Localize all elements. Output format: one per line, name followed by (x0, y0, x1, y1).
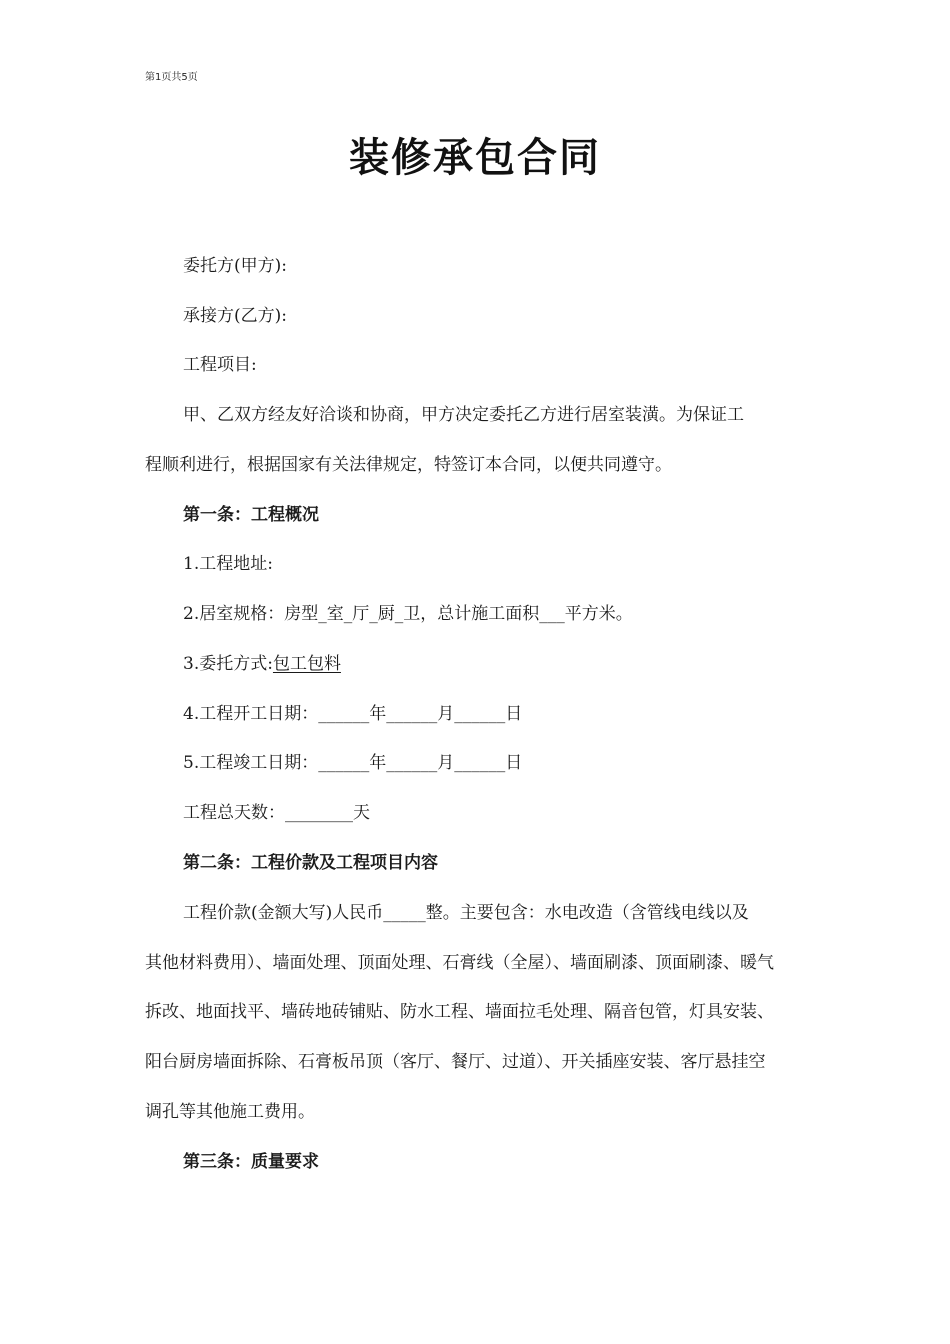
method-value: 包工包料 (272, 654, 341, 674)
method-label: 3.委托方式: (183, 654, 273, 674)
article-2-line-2: 其他材料费用）、墙面处理、顶面处理、石膏线（全屋）、墙面刷漆、顶面刷漆、暖气 (145, 953, 774, 973)
article-2-line-4: 阳台厨房墙面拆除、石膏板吊顶（客厅、餐厅、过道）、开关插座安装、客厅悬挂空 (145, 1052, 766, 1072)
project-line: 工程项目: (183, 355, 257, 375)
article-1-heading: 第一条：工程概况 (183, 505, 319, 525)
article-1-start-date: 4.工程开工日期：______年______月______日 (183, 704, 523, 724)
preamble-line-1: 甲、乙双方经友好洽谈和协商，甲方决定委托乙方进行居室装潢。为保证工 (183, 405, 744, 425)
article-1-method (183, 652, 341, 676)
article-2-heading: 第二条：工程价款及工程项目内容 (183, 853, 438, 873)
article-1-spec: 2.居室规格：房型_室_厅_厨_卫，总计施工面积___平方米。 (183, 604, 633, 624)
article-3-heading: 第三条：质量要求 (183, 1152, 319, 1172)
document-title: 装修承包合同 (349, 134, 601, 181)
article-2-line-3: 拆改、地面找平、墙砖地砖铺贴、防水工程、墙面拉毛处理、隔音包管，灯具安装、 (145, 1002, 774, 1022)
preamble-line-2: 程顺利进行，根据国家有关法律规定，特签订本合同，以便共同遵守。 (145, 455, 672, 475)
page-number-header: 第1页共5页 (145, 72, 198, 83)
party-b-line: 承接方(乙方): (183, 306, 287, 326)
article-1-total-days: 工程总天数：________天 (183, 803, 370, 823)
article-2-line-5: 调孔等其他施工费用。 (145, 1102, 315, 1122)
article-1-end-date: 5.工程竣工日期：______年______月______日 (183, 753, 523, 773)
article-1-address: 1.工程地址: (183, 554, 273, 574)
article-2-line-1: 工程价款(金额大写)人民币_____整。主要包含：水电改造（含管线电线以及 (183, 903, 749, 923)
party-a-line: 委托方(甲方): (183, 256, 287, 276)
